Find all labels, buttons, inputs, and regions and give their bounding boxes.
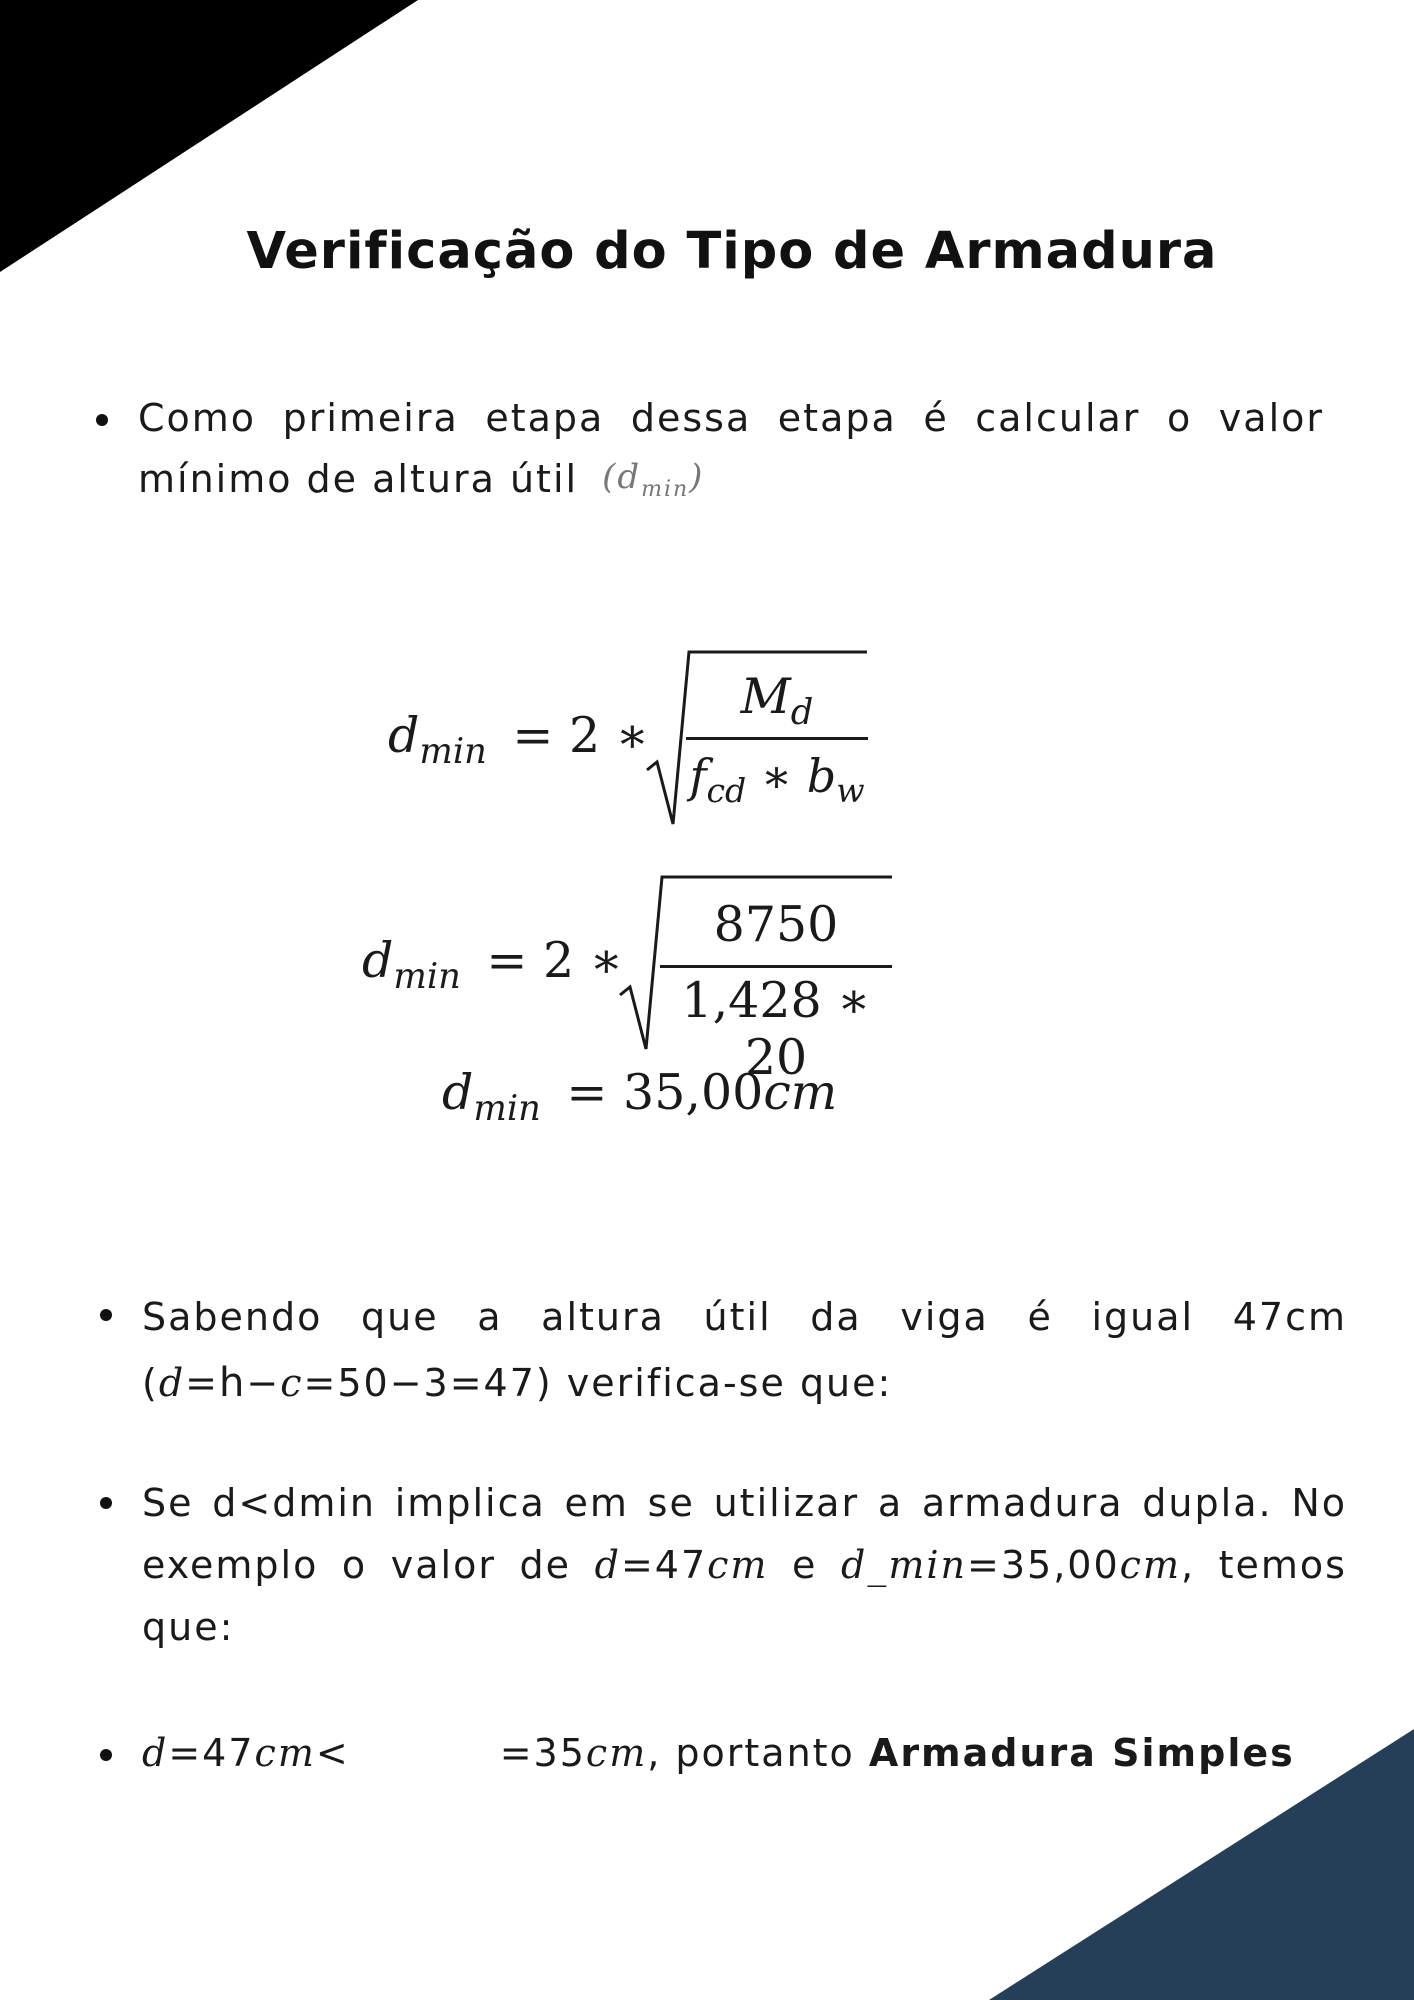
p3-line1: Se d<dmin implica em se utilizar a armadura dupla. No <box>142 1481 1347 1525</box>
formula1-fraction-bar <box>686 737 868 740</box>
bullet-paragraph-4: d=47cm< =35cm, portanto Armadura Simples <box>142 1724 1347 1783</box>
p3-line2: exemplo o valor de d=47cm e d_min=35,00cm, temos <box>142 1543 1347 1587</box>
p2-line2: (d=h−c=50−3=47) verifica-se que: <box>142 1360 893 1406</box>
bullet-paragraph-3 <box>142 1472 1347 1658</box>
bullet-paragraph-1 <box>138 389 1324 519</box>
formula1-denominator: $f_{cd}$ ∗ $b_w$ <box>689 749 865 811</box>
dmin-symbol: $(d_{min})$ <box>602 457 705 502</box>
page-title: Verificação do Tipo de Armadura <box>246 222 1218 281</box>
p1-line1: Como primeira etapa dessa etapa é calcular o valor <box>138 396 1324 440</box>
p2-line1: Sabendo que a altura útil da viga é igual 47cm <box>142 1295 1347 1339</box>
formula2-lhs: $d_{min} = 2$ ∗ <box>362 932 624 997</box>
formula1-lhs: $d_{min} = 2$ ∗ <box>388 707 650 772</box>
formula2-numerator: 8750 <box>713 896 839 953</box>
formula1-numerator: $M_d$ <box>740 668 814 733</box>
bullet-paragraph-2 <box>142 1284 1347 1416</box>
formula2-denominator: 1,428 ∗ 20 <box>681 972 871 1086</box>
p3-line3: que: <box>142 1605 235 1649</box>
formula2-fraction-bar <box>660 965 892 968</box>
conclusion-armadura-simples: Armadura Simples <box>868 1731 1295 1775</box>
p1-line2: mínimo de altura útil $(d_{min})$ <box>138 457 704 501</box>
formula-dmin-result: $d_{min} = 35,00cm$ <box>442 1064 838 1129</box>
